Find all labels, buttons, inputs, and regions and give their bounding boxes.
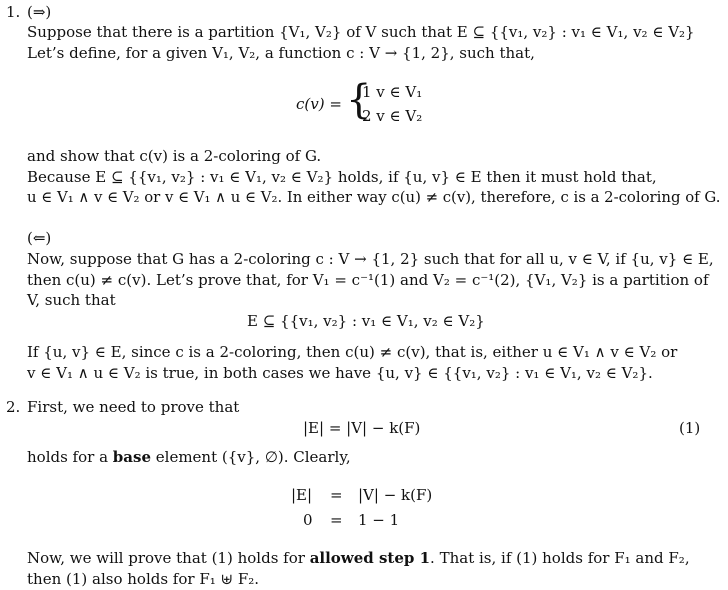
case-row: 1 v ∈ V₁	[362, 83, 423, 101]
item-2-number: 2.	[6, 398, 21, 416]
aligned-relation: =	[330, 486, 343, 504]
text-run: holds for a	[27, 448, 113, 466]
paragraph-line: First, we need to prove that	[27, 398, 240, 416]
left-brace-icon: {	[346, 77, 372, 123]
text-run: Now, we will prove that (1) holds for	[27, 549, 310, 567]
aligned-relation: =	[330, 511, 343, 529]
part-backward-heading: (⇐)	[27, 229, 52, 247]
paragraph-line: Now, suppose that G has a 2-coloring c : V → {1, 2} such that for all u, v ∈ V, if {u, v} ∈ E,	[27, 250, 714, 268]
case-row: 2 v ∈ V₂	[362, 107, 423, 125]
bold-term: allowed step 1	[309, 549, 431, 567]
paragraph-line: then c(u) ≠ c(v). Let’s prove that, for V₁ = c⁻¹(1) and V₂ = c⁻¹(2), {V₁, V₂} is a partition of	[27, 271, 709, 289]
paragraph-line: then (1) also holds for F₁ ⊎ F₂.	[27, 570, 260, 588]
text-run: . That is, if (1) holds for F₁ and F₂,	[430, 549, 690, 567]
text-run: element ({v}, ∅). Clearly,	[151, 448, 351, 466]
aligned-rhs: 1 − 1	[358, 511, 400, 529]
display-equation: E ⊆ {{v₁, v₂} : v₁ ∈ V₁, v₂ ∈ V₂}	[247, 312, 485, 330]
paragraph-line: v ∈ V₁ ∧ u ∈ V₂ is true, in both cases we have {u, v} ∈ {{v₁, v₂} : v₁ ∈ V₁, v₂ ∈ V₂}.	[27, 364, 653, 382]
case-definition-lhs: c(v) =	[296, 95, 342, 113]
item-1-number: 1.	[6, 3, 21, 21]
aligned-lhs: |E|	[291, 486, 313, 504]
paragraph-line: If {u, v} ∈ E, since c is a 2-coloring, then c(u) ≠ c(v), that is, either u ∈ V₁ ∧ v ∈ V₂ or	[27, 343, 678, 361]
paragraph-line	[27, 447, 351, 468]
paragraph-line	[27, 548, 690, 569]
bold-term: base	[112, 448, 151, 466]
paragraph-line: Let’s define, for a given V₁, V₂, a function c : V → {1, 2}, such that,	[27, 44, 535, 62]
equation-tag: (1)	[679, 419, 701, 437]
paragraph-line: Suppose that there is a partition {V₁, V₂} of V such that E ⊆ {{v₁, v₂} : v₁ ∈ V₁, v₂ ∈ V₂}	[27, 23, 695, 41]
paragraph-line: V, such that	[27, 291, 116, 309]
aligned-rhs: |V| − k(F)	[358, 486, 433, 504]
display-equation: |E| = |V| − k(F)	[303, 419, 421, 437]
paragraph-line: Because E ⊆ {{v₁, v₂} : v₁ ∈ V₁, v₂ ∈ V₂} holds, if {u, v} ∈ E then it must hold that,	[27, 168, 657, 186]
paragraph-line: u ∈ V₁ ∧ v ∈ V₂ or v ∈ V₁ ∧ u ∈ V₂. In either way c(u) ≠ c(v), therefore, c is a 2-coloring of G.	[27, 188, 721, 206]
aligned-lhs: 0	[303, 511, 313, 529]
part-forward-heading: (⇒)	[27, 3, 52, 21]
paragraph-line: and show that c(v) is a 2-coloring of G.	[27, 147, 322, 165]
